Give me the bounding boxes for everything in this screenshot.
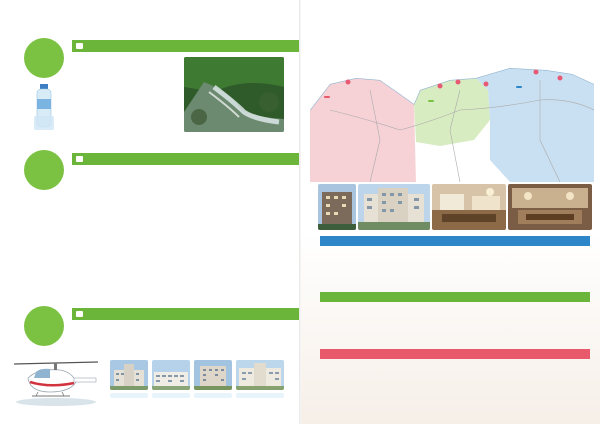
map-west-label xyxy=(324,96,330,98)
climate-bubble xyxy=(24,150,64,190)
water-heading xyxy=(72,40,300,52)
helicopter-photo xyxy=(10,352,102,408)
hotel-photo-4 xyxy=(508,184,592,230)
hotel-photo-1 xyxy=(318,184,356,230)
medical-heading xyxy=(72,308,300,320)
charts-area xyxy=(24,208,296,292)
central-table-heading xyxy=(320,292,590,302)
hotel-photo-2 xyxy=(358,184,430,230)
climate-heading xyxy=(72,153,300,165)
hotel-photo-3 xyxy=(432,184,506,230)
hospital-caption-3 xyxy=(194,393,232,398)
area-map xyxy=(310,50,594,182)
map-central-label xyxy=(428,100,434,102)
medical-body xyxy=(72,325,286,353)
hospital-photo-1 xyxy=(110,360,148,390)
water-body xyxy=(72,58,180,138)
water-bottle-icon xyxy=(32,84,56,130)
hospital-caption-4 xyxy=(236,393,284,398)
west-table-heading xyxy=(320,349,590,359)
waterfall-photo xyxy=(184,57,284,132)
hospital-photo-2 xyxy=(152,360,190,390)
hospital-caption-2 xyxy=(152,393,190,398)
map-east-label xyxy=(516,86,522,88)
hospital-photo-3 xyxy=(194,360,232,390)
medical-bubble xyxy=(24,306,64,346)
hospital-caption-1 xyxy=(110,393,148,398)
east-table-heading xyxy=(320,236,590,246)
water-bubble xyxy=(24,38,64,78)
climate-body xyxy=(72,170,286,200)
hospital-photo-4 xyxy=(236,360,284,390)
